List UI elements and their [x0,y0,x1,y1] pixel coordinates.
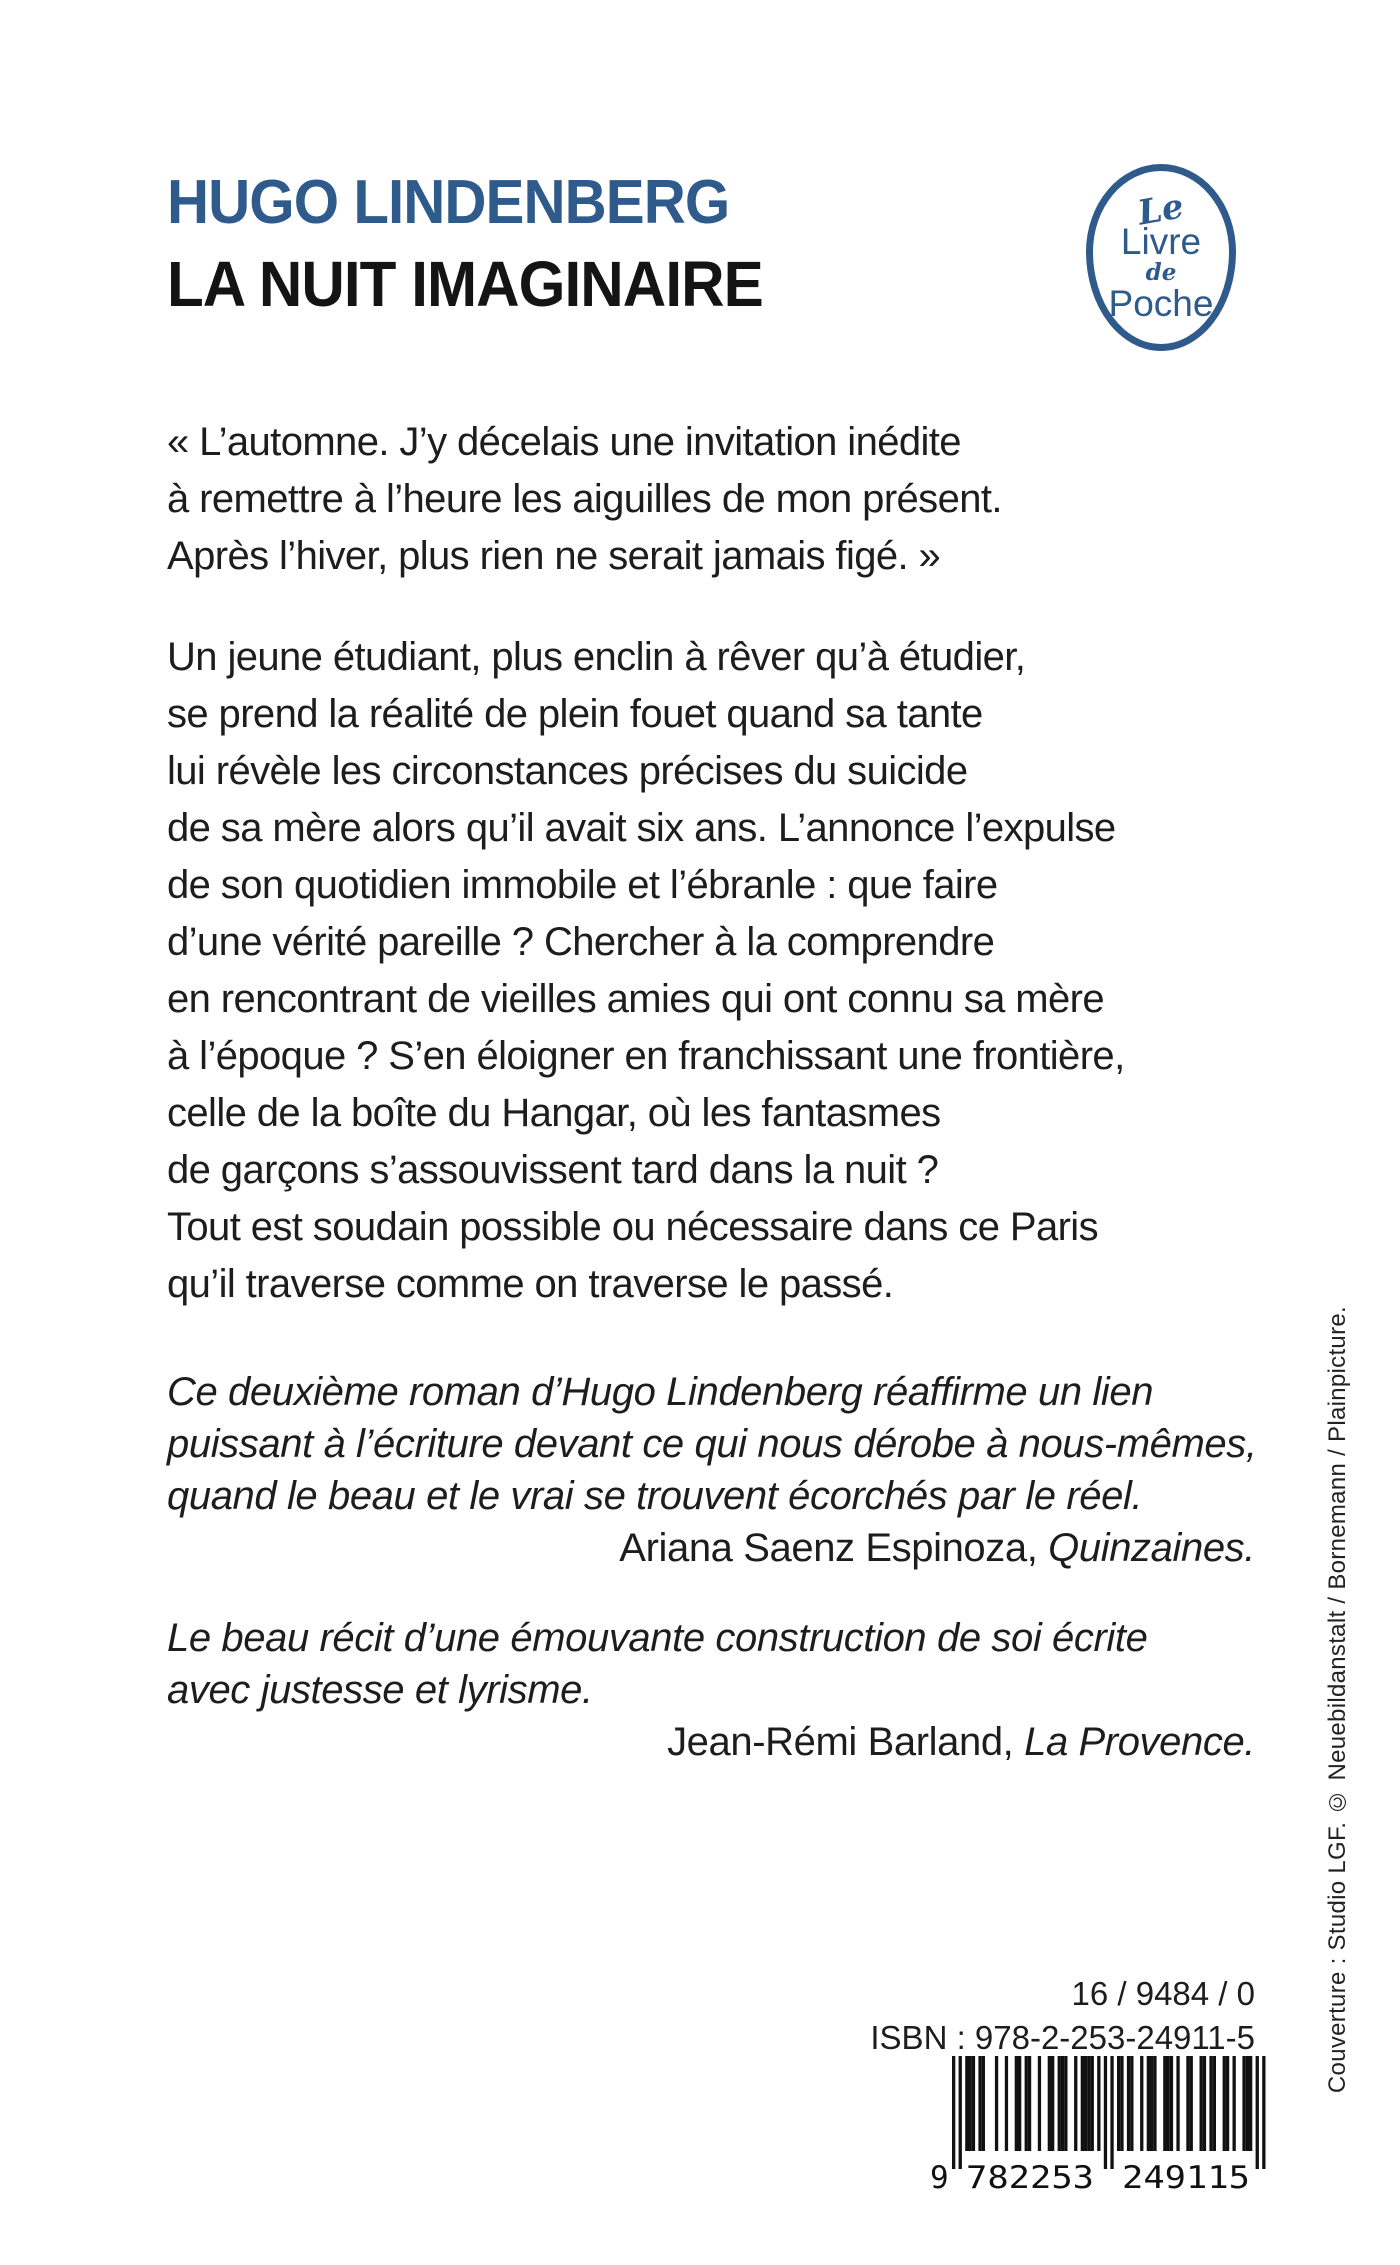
svg-text:249115: 249115 [1122,2160,1250,2196]
synopsis-line: celle de la boîte du Hangar, où les fantasmes [167,1091,941,1135]
review-source: Quinzaines. [1048,1526,1255,1570]
svg-text:9: 9 [930,2160,949,2196]
synopsis-line: se prend la réalité de plein fouet quand sa tante [167,692,983,736]
livre-de-poche-logo [1086,164,1236,351]
isbn-number: ISBN : 978-2-253-24911-5 [870,2019,1255,2056]
logo-word-de: de [1145,259,1177,286]
press-review [167,1366,1255,1574]
press-review [167,1612,1255,1768]
synopsis-line: de son quotidien immobile et l’ébranle : que faire [167,863,998,907]
logo-word-le: Le [1135,186,1187,234]
synopsis-line: Tout est soudain possible ou nécessaire dans ce Paris [167,1205,1098,1249]
author-name: HUGO LINDENBERG [167,168,730,237]
synopsis-line: d’une vérité pareille ? Chercher à la comprendre [167,920,995,964]
review-attribution [167,1522,1255,1574]
review-attribution [167,1716,1255,1768]
review-line: Ce deuxième roman d’Hugo Lindenberg réaffirme un lien [167,1370,1154,1414]
cover-credit-vertical: Couverture : Studio LGF. © Neuebildanstalt / Bornemann / Plainpicture. [1324,1305,1351,2093]
review-critic-name: Jean-Rémi Barland, [667,1720,1025,1764]
print-codes [870,1972,1255,2060]
synopsis-line: de garçons s’assouvissent tard dans la nuit ? [167,1148,939,1192]
review-line: avec justesse et lyrisme. [167,1668,593,1712]
synopsis-line: lui révèle les circonstances précises du suicide [167,749,968,793]
quote-line: « L’automne. J’y décelais une invitation inédite [167,420,961,464]
synopsis-line: Un jeune étudiant, plus enclin à rêver qu’à étudier, [167,635,1026,679]
synopsis [167,629,1277,1313]
logo-word-livre: Livre [1120,221,1202,262]
synopsis-line: de sa mère alors qu’il avait six ans. L’annonce l’expulse [167,806,1116,850]
review-line: Le beau récit d’une émouvante construction de soi écrite [167,1616,1148,1660]
excerpt-quote [167,414,1277,585]
ean13-barcode [930,2056,1274,2196]
print-run-code: 16 / 9484 / 0 [1071,1975,1255,2012]
review-source: La Provence. [1024,1720,1255,1764]
synopsis-line: en rencontrant de vieilles amies qui ont connu sa mère [167,977,1105,1021]
review-line: quand le beau et le vrai se trouvent écorchés par le réel. [167,1474,1143,1518]
logo-word-poche: Poche [1108,283,1214,324]
quote-line: Après l’hiver, plus rien ne serait jamais figé. » [167,534,941,578]
synopsis-line: à l’époque ? S’en éloigner en franchissant une frontière, [167,1034,1125,1078]
review-critic-name: Ariana Saenz Espinoza, [619,1526,1049,1570]
svg-text:782253: 782253 [966,2160,1094,2196]
synopsis-line: qu’il traverse comme on traverse le passé. [167,1262,894,1306]
review-line: puissant à l’écriture devant ce qui nous dérobe à nous-mêmes, [167,1422,1257,1466]
quote-line: à remettre à l’heure les aiguilles de mon présent. [167,477,1002,521]
book-title: LA NUIT IMAGINAIRE [167,248,763,320]
